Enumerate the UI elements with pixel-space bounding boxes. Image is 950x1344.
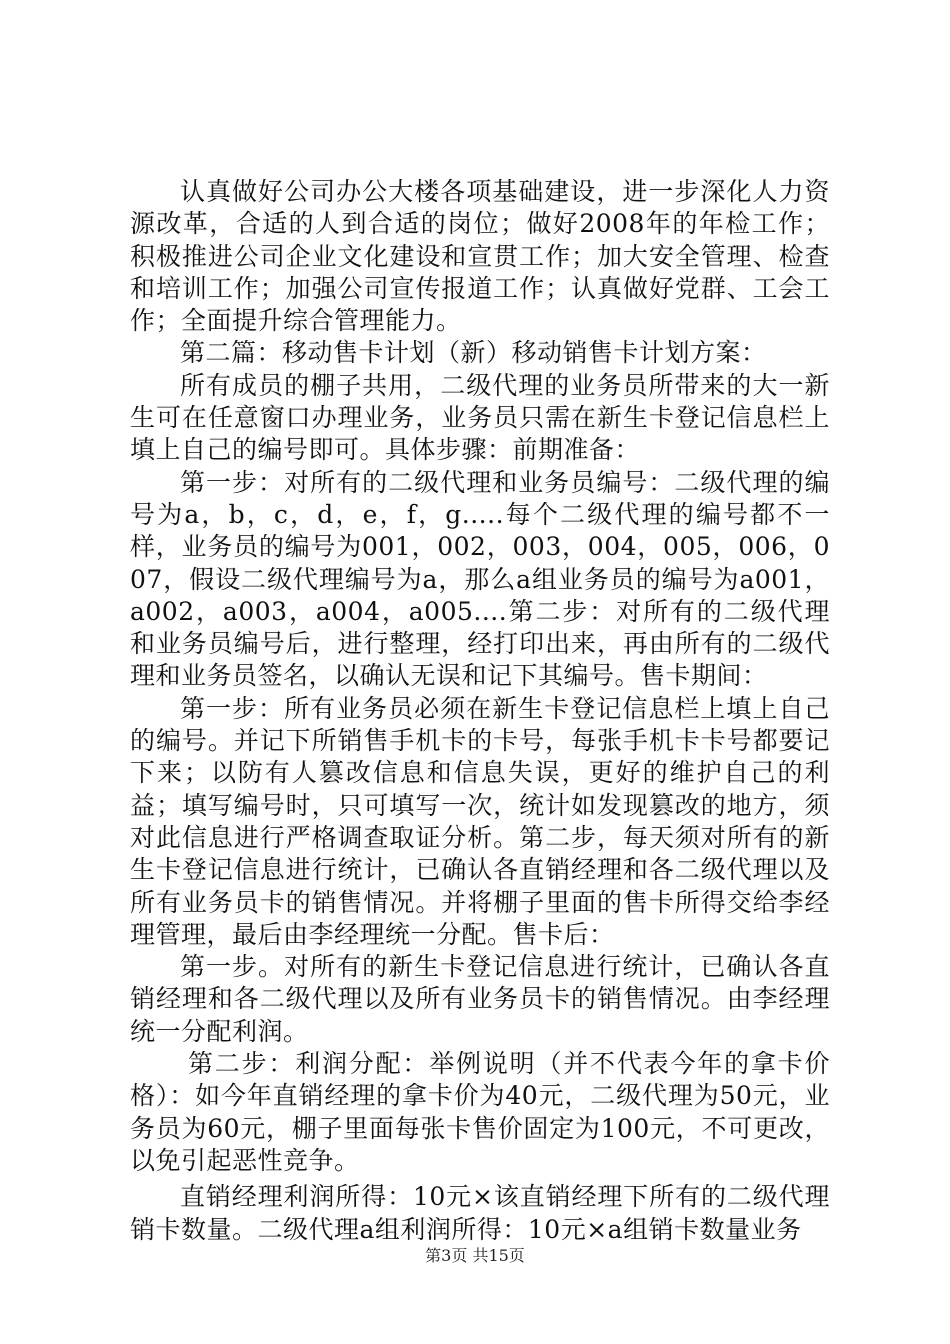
paragraph-after-sale-step1: 第一步。对所有的新生卡登记信息进行统计，已确认各直销经理和各二级代理以及所有业务员卡的销售情况。由李经理统一分配利润。 [130,952,830,1046]
page-number-footer: 第3页 共15页 [425,1246,525,1265]
paragraph-numbering-step: 第一步：对所有的二级代理和业务员编号：二级代理的编号为a，b，c，d，e，f，g.....每个二级代理的编号都不一样，业务员的编号为001，002，003，004，005，006，007，假设二级代理编号为a，那么a组业务员的编号为a001，a002，a003，a004，a005....第二步：对所有的二级代理和业务员编号后，进行整理，经打印出来，再由所有的二级代理和业务员签名，以确认无误和记下其编号。售卡期间： [130,467,830,691]
paragraph-shared-booth: 所有成员的棚子共用，二级代理的业务员所带来的大一新生可在任意窗口办理业务，业务员只需在新生卡登记信息栏上填上自己的编号即可。具体步骤：前期准备： [130,370,830,465]
paragraph-section-heading: 第二篇：移动售卡计划（新）移动销售卡计划方案： [180,338,767,368]
paragraph-profit-distribution: 第二步：利润分配：举例说明（并不代表今年的拿卡价格）：如今年直销经理的拿卡价为40元，二级代理为50元，业务员为60元，棚子里面每张卡售价固定为100元，不可更改，以免引起恶性竞争。 [130,1049,830,1175]
paragraph-profit-calculation: 直销经理利润所得：10元×该直销经理下所有的二级代理销卡数量。二级代理a组利润所得：10元×a组销卡数量业务 [130,1182,830,1244]
paragraph-admin-tasks: 认真做好公司办公大楼各项基础建设，进一步深化人力资源改革，合适的人到合适的岗位；做好2008年的年检工作；积极推进公司企业文化建设和宣贯工作；加大安全管理、检查和培训工作；加强公司宣传报道工作；认真做好党群、工会工作；全面提升综合管理能力。 [130,177,830,336]
paragraph-selling-period: 第一步：所有业务员必须在新生卡登记信息栏上填上自己的编号。并记下所销售手机卡的卡号，每张手机卡卡号都要记下来；以防有人篡改信息和信息失误，更好的维护自己的利益；填写编号时，只可填写一次，统计如发现篡改的地方，须对此信息进行严格调查取证分析。第二步，每天须对所有的新生卡登记信息进行统计，已确认各直销经理和各二级代理以及所有业务员卡的销售情况。并将棚子里面的售卡所得交给李经理管理，最后由李经理统一分配。售卡后： [130,693,830,949]
body-text [130,176,830,1246]
